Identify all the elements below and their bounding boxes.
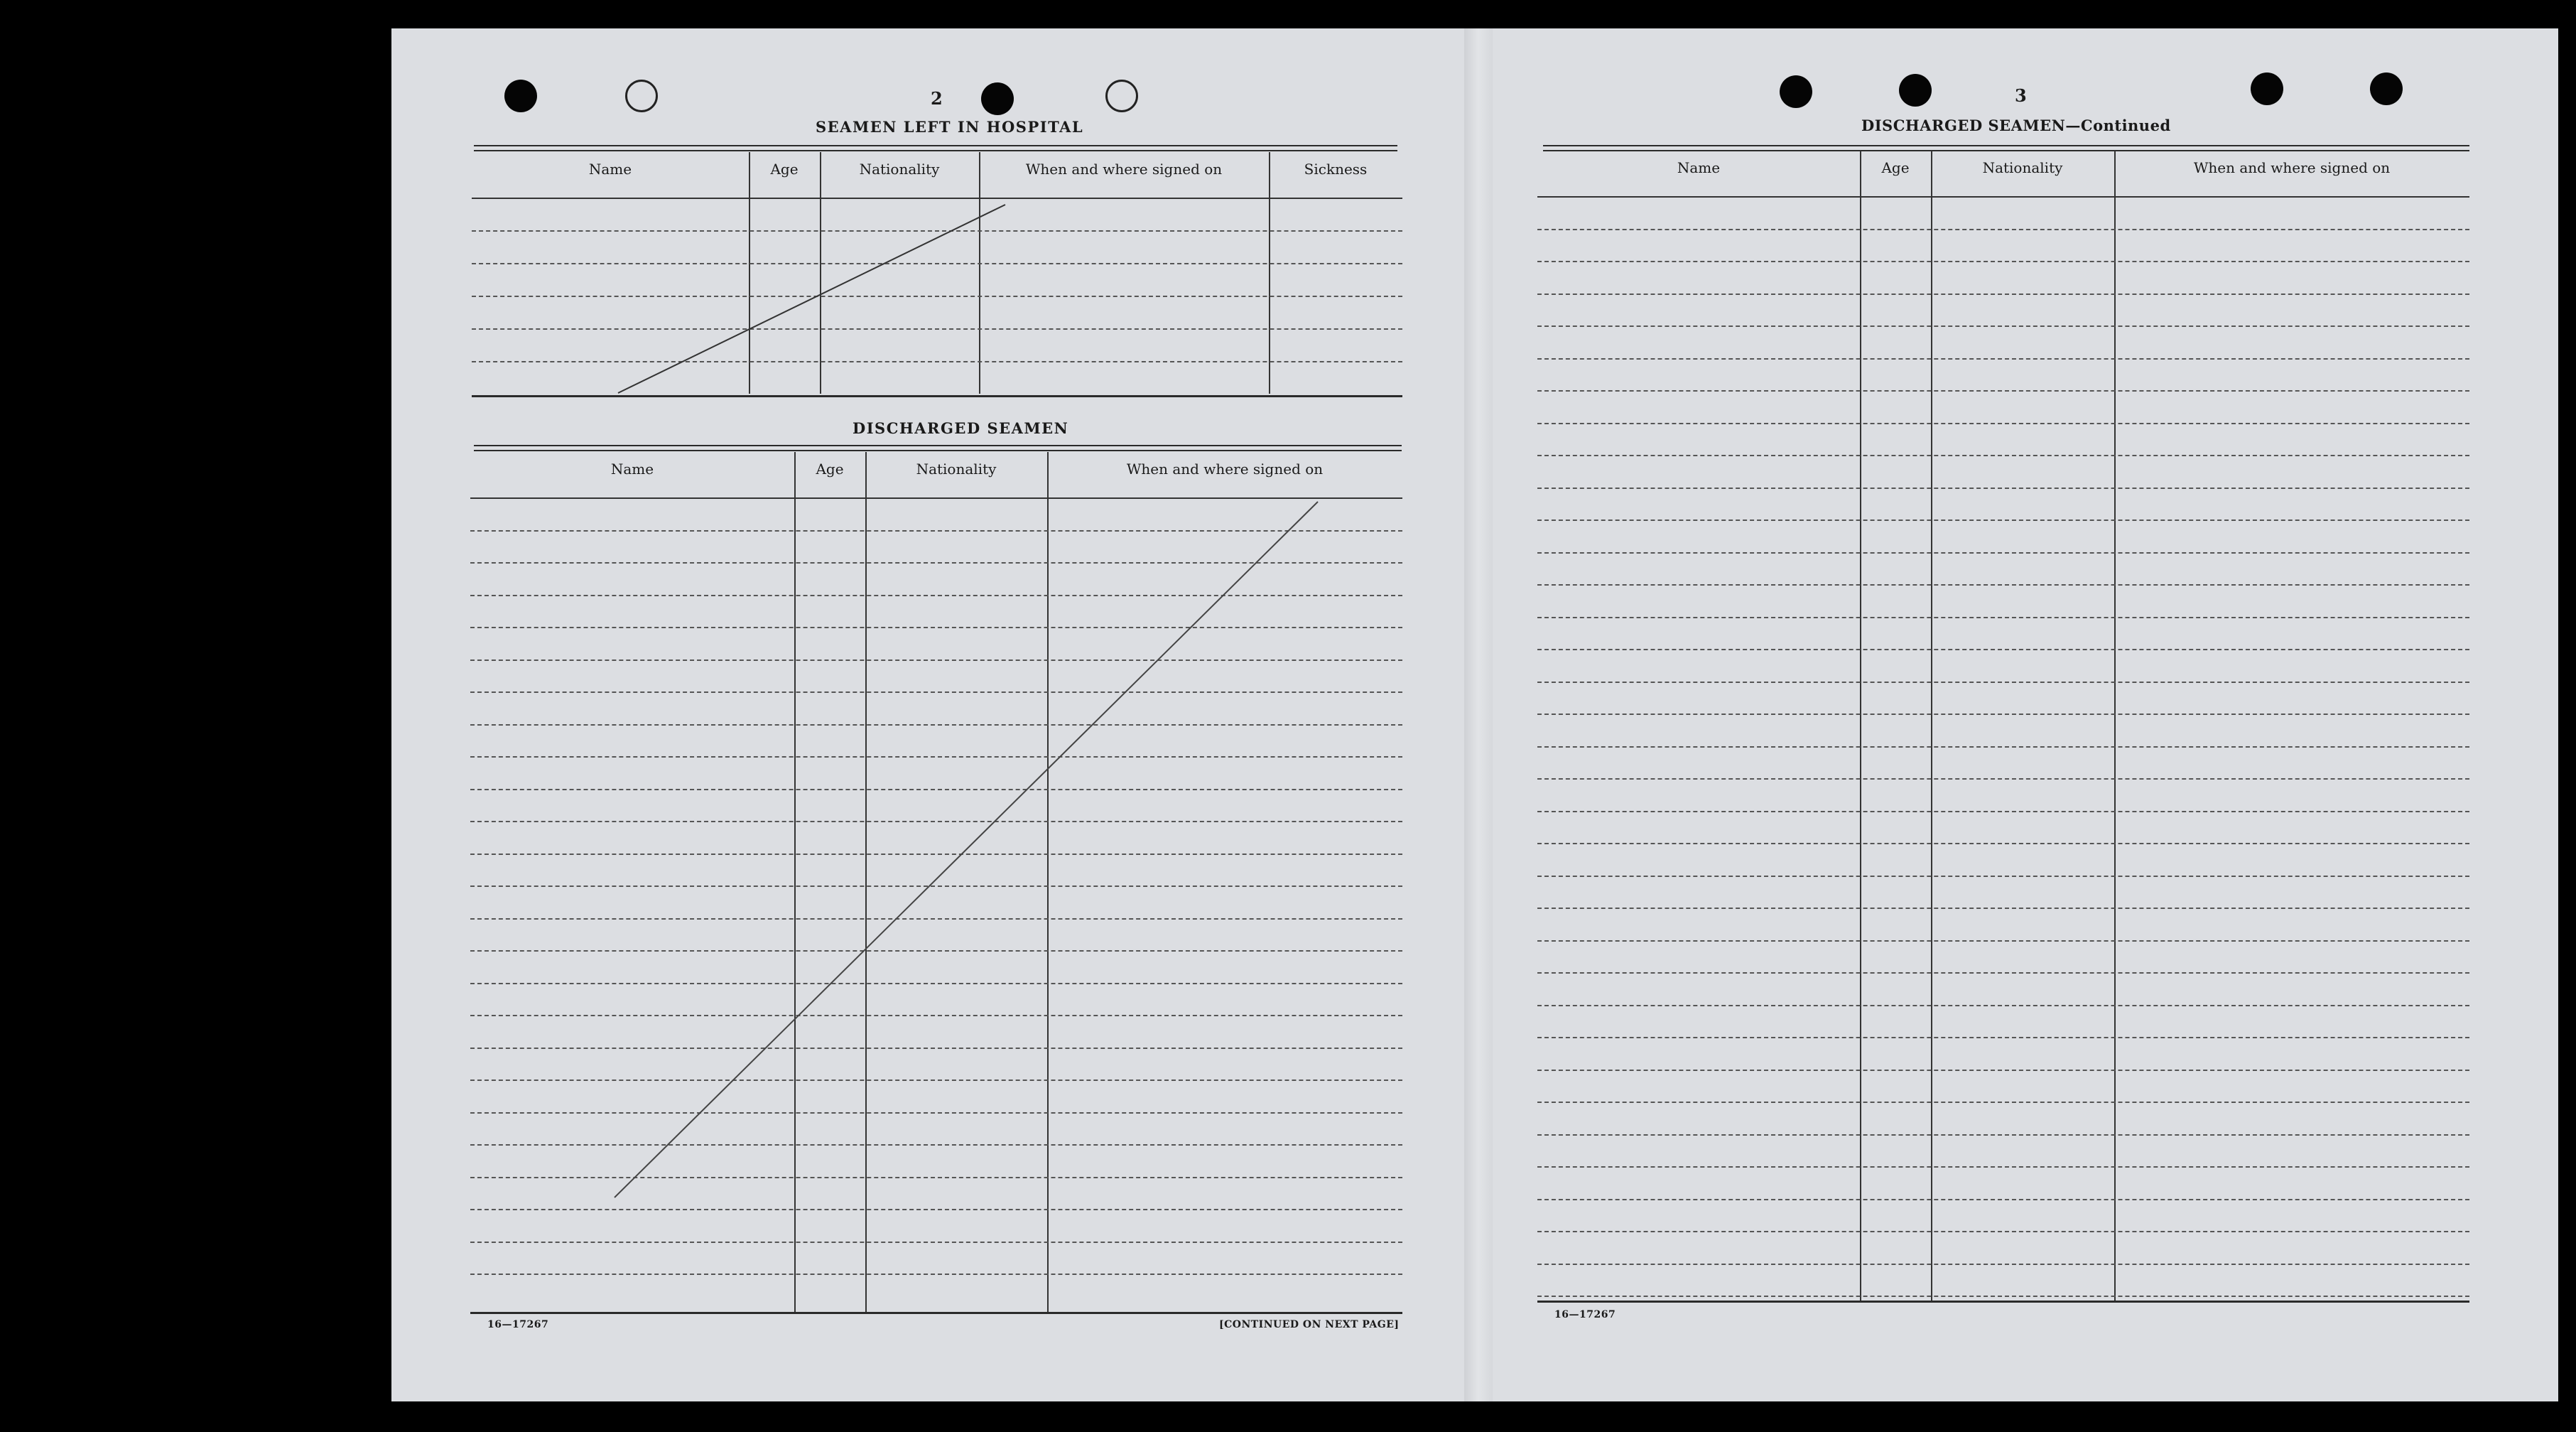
column-header-age: Age bbox=[816, 461, 844, 478]
column-header-name: Name bbox=[588, 161, 632, 178]
section-title-discharged-continued: DISCHARGED SEAMEN—Continued bbox=[1861, 117, 2171, 134]
section-title-hospital: SEAMEN LEFT IN HOSPITAL bbox=[816, 118, 1084, 136]
page-number: 2 bbox=[931, 88, 943, 109]
cancellation-line-discharged bbox=[615, 502, 1318, 1197]
section-title-discharged: DISCHARGED SEAMEN bbox=[853, 419, 1069, 437]
form-number: 16—17267 bbox=[487, 1319, 549, 1330]
column-header-nationality: Nationality bbox=[859, 161, 940, 178]
page-number: 3 bbox=[2015, 85, 2027, 106]
column-header-signed-on: When and where signed on bbox=[2193, 159, 2391, 176]
column-header-signed-on: When and where signed on bbox=[1025, 161, 1223, 178]
column-header-age: Age bbox=[770, 161, 799, 178]
column-header-nationality: Nationality bbox=[916, 461, 997, 478]
column-header-nationality: Nationality bbox=[1982, 159, 2063, 176]
column-header-signed-on: When and where signed on bbox=[1126, 461, 1324, 478]
column-header-age: Age bbox=[1881, 159, 1910, 176]
continued-note: [CONTINUED ON NEXT PAGE] bbox=[1219, 1319, 1400, 1330]
cancellation-line-hospital bbox=[618, 205, 1005, 393]
form-number: 16—17267 bbox=[1554, 1309, 1616, 1320]
column-header-sickness: Sickness bbox=[1304, 161, 1368, 178]
column-header-name: Name bbox=[610, 461, 654, 478]
column-header-name: Name bbox=[1677, 159, 1721, 176]
